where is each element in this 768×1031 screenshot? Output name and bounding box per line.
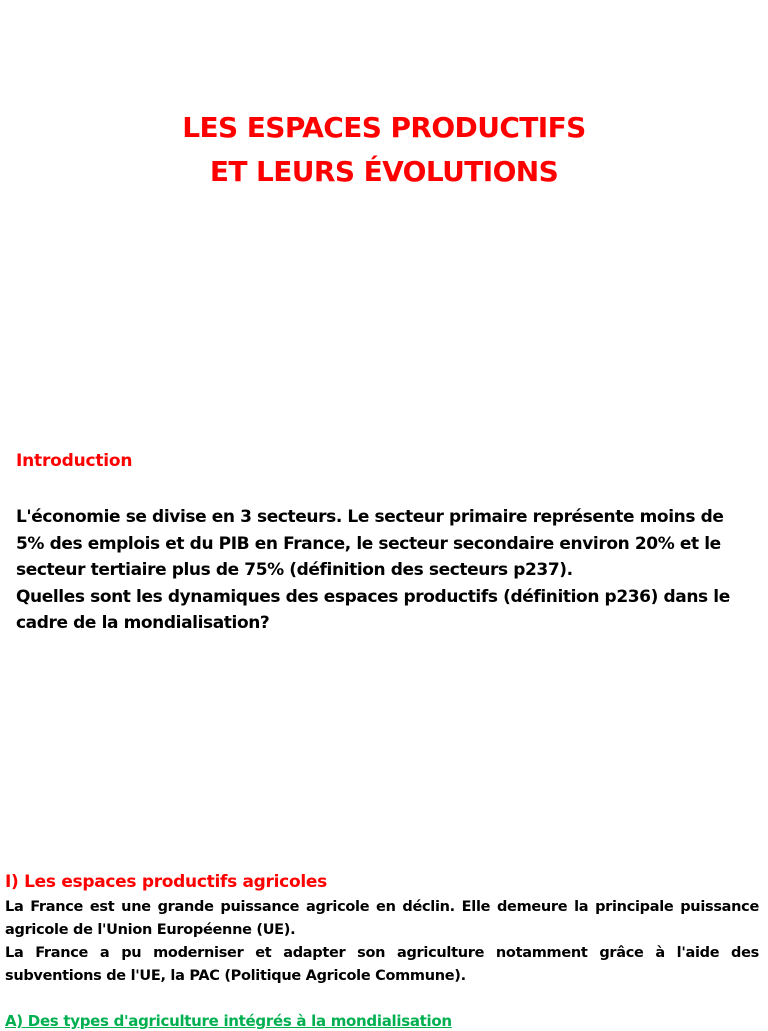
section-1-paragraph-2: La France a pu moderniser et adapter son agriculture notamment grâce à l'aide des subventions de l'UE, la PAC (Politique Agricole Commune). <box>5 945 759 984</box>
introduction-paragraph-1: L'économie se divise en 3 secteurs. Le secteur primaire représente moins de 5% des emplois et du PIB en France, le secteur secondaire environ 20% et le secteur tertiaire plus de 75% (définition des secteurs p237). <box>16 507 724 580</box>
section-1-heading: I) Les espaces productifs agricoles <box>5 872 327 892</box>
page-title-line-1: LES ESPACES PRODUCTIFS <box>182 111 586 144</box>
section-1-paragraph-1: La France est une grande puissance agricole en déclin. Elle demeure la principale puissance agricole de l'Union Européenne (UE). <box>5 899 759 938</box>
page-title <box>0 106 768 194</box>
section-1-text <box>5 896 759 988</box>
introduction-heading: Introduction <box>16 451 133 471</box>
introduction-text <box>16 504 756 637</box>
page-title-line-2: ET LEURS ÉVOLUTIONS <box>209 155 559 188</box>
introduction-paragraph-2: Quelles sont les dynamiques des espaces productifs (définition p236) dans le cadre de la mondialisation? <box>16 586 730 633</box>
subsection-a-heading: A) Des types d'agriculture intégrés à la mondialisation <box>5 1012 452 1030</box>
